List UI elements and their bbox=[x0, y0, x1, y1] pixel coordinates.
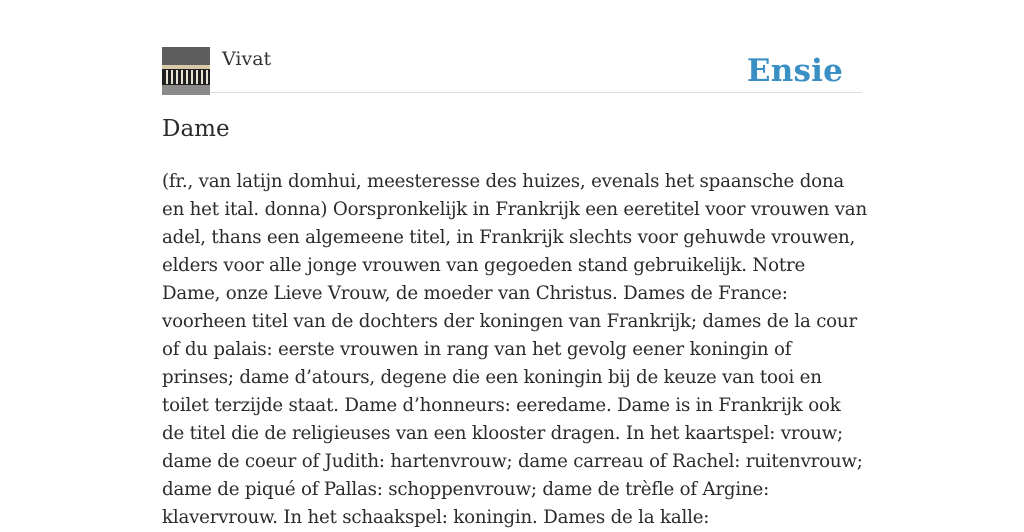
page-title: Dame bbox=[162, 116, 230, 142]
book-shelf-icon bbox=[162, 47, 210, 95]
source-name[interactable]: Vivat bbox=[222, 48, 272, 70]
site-header bbox=[162, 47, 862, 93]
brand-logo[interactable]: Ensie bbox=[746, 53, 843, 89]
article-body: (fr., van latijn domhui, meesteresse des huizes, evenals het spaansche dona en het ital. donna) Oorspronkelijk in Frankrijk een eeretitel voor vrouwen van adel, thans een algemeene titel, in Frankrijk slechts voor gehuwde vrouwen, elders voor alle jonge vrouwen van gegoeden stand gebruikelijk. Notre Dame, onze Lieve Vrouw, de moeder van Christus. Dames de France: voorheen titel van de dochters der koningen van Frankrijk; dames de la cour of du palais: eerste vrouwen in rang van het gevolg eener koningin of prinses; dame d’atours, degene die een koningin bij de keuze van tooi en toilet terzijde staat. Dame d’honneurs: eeredame. Dame is in Frankrijk ook de titel die de religieuses van een klooster dragen. In het kaartspel: vrouw; dame de coeur of Judith: hartenvrouw; dame carreau of Rachel: ruitenvrouw; dame de piqué of Pallas: schoppenvrouw; dame de trèfle of Argine: klavervrouw. In het schaakspel: koningin. Dames de la kalle: bbox=[162, 171, 867, 528]
source-avatar[interactable] bbox=[162, 47, 210, 95]
